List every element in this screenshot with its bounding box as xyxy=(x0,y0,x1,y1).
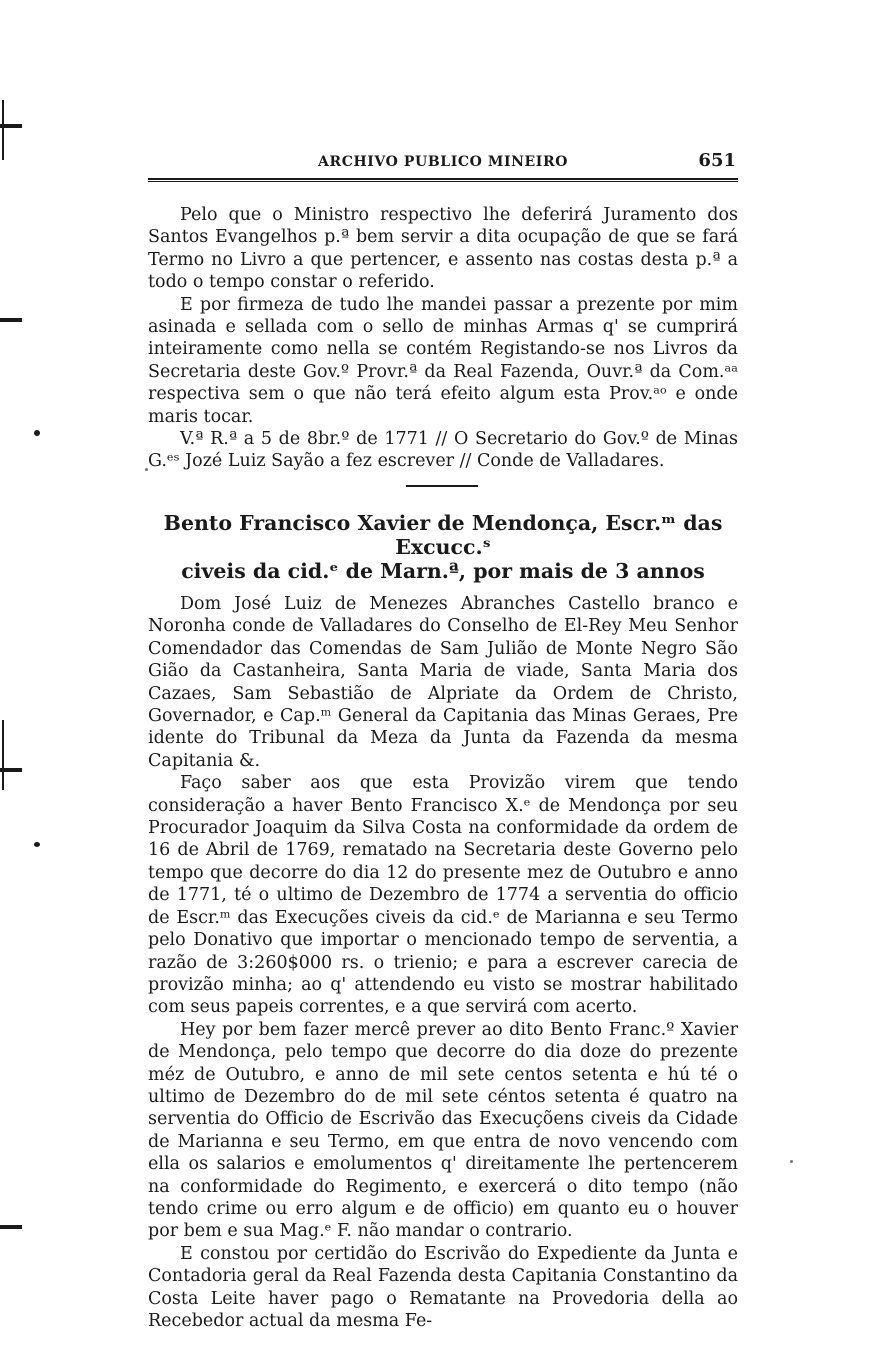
text-block-bottom xyxy=(148,593,738,1332)
margin-mark xyxy=(2,100,4,160)
speck xyxy=(790,1160,793,1163)
paragraph: Dom José Luiz de Menezes Abranches Castello branco e Noronha conde de Valladares do Conselho de El-Rey Meu Senhor Comendador das Comendas de Sam Julião de Monte Negro São Gião da Castanheira, Santa Maria de viade, Santa Maria dos Cazaes, Sam Sebastião de Alpriate da Ordem de Christo, Governador, e Cap.ᵐ General da Capitania das Minas Geraes, Pre idente do Tribunal da Meza da Junta da Fazenda da mesma Capitania &. xyxy=(148,594,738,771)
page-header xyxy=(148,150,738,176)
paragraph: E por firmeza de tudo lhe mandei passar a prezente por mim asinada e sellada com o sello de minhas Armas q' se cumprirá inteiramente como nella se contém Registando-se nos Livros da Secretaria deste Gov.º Provr.ª da Real Fazenda, Ouvr.ª da Com.ᵃᵃ respectiva sem o que não terá efeito algum esta Prov.ᵃᵒ e onde maris tocar. xyxy=(148,294,738,427)
page-number: 651 xyxy=(698,150,736,171)
header-rule xyxy=(148,178,738,182)
margin-mark xyxy=(0,1225,22,1229)
margin-mark xyxy=(2,720,4,790)
paragraph: V.ª R.ª a 5 de 8br.º de 1771 // O Secretario do Gov.º de Minas G.ᵉˢ Jozé Luiz Sayão a fez escrever // Conde de Valladares. xyxy=(148,429,738,472)
section-heading-line-2: civeis da cid.ᵉ de Marn.ª, por mais de 3 annos xyxy=(181,559,705,583)
margin-mark xyxy=(34,430,40,436)
section-heading-line-1: Bento Francisco Xavier de Mendonça, Escr.ᵐ das Excucc.ˢ xyxy=(163,511,723,559)
margin-mark xyxy=(0,318,22,322)
running-title: ARCHIVO PUBLICO MINEIRO xyxy=(318,154,568,170)
text-block-top xyxy=(148,204,738,473)
paragraph: Faço saber aos que esta Provizão virem que tendo consideração a haver Bento Francisco X.ᵉ de Mendonça por seu Procurador Joaquim da Silva Costa na conformidade da ordem de 16 de Abril de 1769, rematado na Secretaria deste Governo pelo tempo que decorre do dia 12 do presente mez de Outubro e anno de 1771, té o ultimo de Dezembro de 1774 a serventia do officio de Escr.ᵐ das Execuções civeis da cid.ᵉ de Marianna e seu Termo pelo Donativo que importar o mencionado tempo de serventia, a razão de 3:260$000 rs. o trienio; e para a escrever carecia de provizão minha; ao q' attendendo eu visto se mostrar habilitado com seus papeis correntes, e a que servirá com acerto. xyxy=(148,773,738,1018)
paragraph: E constou por certidão do Escrivão do Expediente da Junta e Contadoria geral da Real Fazenda desta Capitania Constantino da Costa Leite haver pago o Rematante na Provedoria della ao Recebedor actual da mesma Fe- xyxy=(148,1243,738,1331)
section-separator xyxy=(406,485,478,487)
paragraph: Hey por bem fazer mercê prever ao dito Bento Franc.º Xavier de Mendonça, pelo tempo que decorre do dia doze do prezente méz de Outubro, e anno de mil sete centos setenta e hú té o ultimo de Dezembro do de mil sete céntos setenta é quatro na serventia do Officio de Escrivão das Execuçõens civeis da Cidade de Marianna e seu Termo, em que entra de novo vencendo com ella os salarios e emolumentos q' direitamente lhe pertencerem na conformidade do Regimento, e exercerá o dito tempo (não tendo crime ou erro algum e de officio) em quanto eu o houver por bem e sua Mag.ᵉ F. não mandar o contrario. xyxy=(148,1019,738,1242)
margin-mark xyxy=(34,842,40,847)
paragraph: Pelo que o Ministro respectivo lhe deferirá Juramento dos Santos Evangelhos p.ª bem servir a dita ocupação de que se fará Termo no Livro a que pertencer, e assento nas costas desta p.ª a todo o tempo constar o referido. xyxy=(148,205,738,293)
section-heading xyxy=(148,511,738,583)
